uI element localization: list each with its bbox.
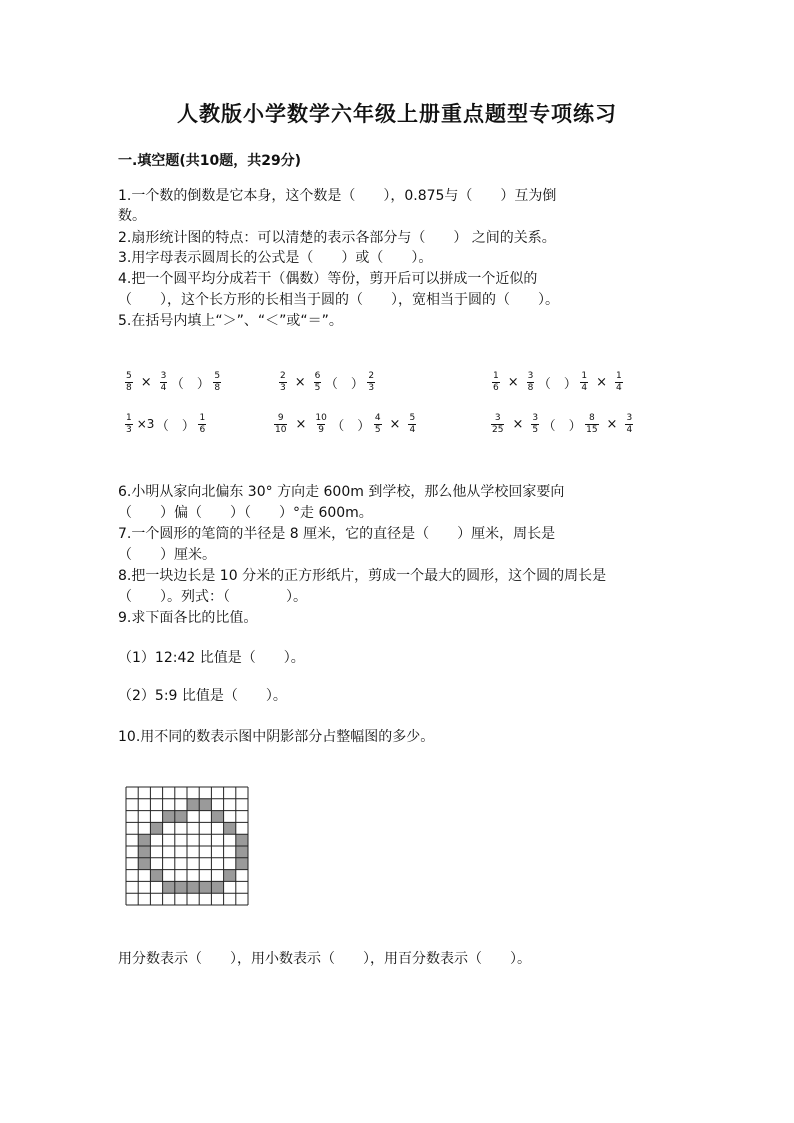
times-sign: ×	[507, 374, 519, 390]
fraction: $\frac{2}{3}$	[280, 370, 286, 393]
shaded-cell	[236, 846, 248, 858]
fraction: $\frac{1}{6}$	[493, 370, 499, 393]
question-7-line-1: 7.一个圆形的笔筒的半径是 8 厘米，它的直径是（ ）厘米，周长是	[118, 526, 556, 542]
question-7-line-2: （ ）厘米。	[118, 547, 216, 563]
comparison-row-2	[118, 404, 678, 444]
answer-blank[interactable]: （ ）	[155, 418, 195, 434]
fraction: $\frac{3}{25}$	[492, 412, 504, 435]
times-sign: ×	[140, 374, 152, 390]
question-9-part-1: （1）12:42 比值是（ ）。	[118, 650, 305, 666]
comparison-2	[276, 362, 378, 402]
shaded-cell	[150, 822, 162, 834]
fraction: $\frac{3}{8}$	[527, 370, 534, 393]
times-sign: ×	[512, 416, 524, 432]
shaded-cell	[175, 811, 187, 823]
shaded-cell	[187, 881, 199, 893]
question-6-line-1: 6.小明从家向北偏东 30° 方向走 600m 到学校，那么他从学校回家要向	[118, 484, 565, 500]
fraction: $\frac{1}{3}$	[126, 412, 132, 435]
shaded-cell	[199, 881, 211, 893]
times-sign: ×	[606, 416, 618, 432]
fraction: $\frac{5}{8}$	[214, 370, 221, 393]
shaded-cell	[224, 822, 236, 834]
times-sign: ×	[295, 416, 307, 432]
shaded-grid	[125, 786, 249, 906]
question-8-line-1: 8.把一块边长是 10 分米的正方形纸片，剪成一个最大的圆形，这个圆的周长是	[118, 568, 607, 584]
fraction: $\frac{5}{4}$	[409, 412, 416, 435]
fraction: $\frac{3}{4}$	[160, 370, 167, 393]
fraction: $\frac{4}{5}$	[374, 412, 381, 435]
fraction: $\frac{1}{4}$	[616, 370, 622, 393]
question-5: 5.在括号内填上“＞”、“＜”或“＝”。	[118, 313, 343, 329]
times-sign: ×	[389, 416, 401, 432]
fraction: $\frac{1}{6}$	[199, 412, 206, 435]
shaded-cell	[236, 858, 248, 870]
comparison-6	[488, 404, 636, 444]
comparison-5	[271, 404, 419, 444]
fraction: $\frac{9}{10}$	[275, 412, 287, 435]
question-6-line-2: （ ）偏（ ）（ ）°走 600m。	[118, 505, 373, 521]
section-heading: 一.填空题(共10题，共29分)	[118, 153, 302, 169]
question-2: 2.扇形统计图的特点：可以清楚的表示各部分与（ ） 之间的关系。	[118, 230, 556, 246]
shaded-cell	[163, 881, 175, 893]
comparison-1	[122, 362, 224, 402]
question-4-line-2: （ ），这个长方形的长相当于圆的（ ），宽相当于圆的（ ）。	[118, 292, 559, 308]
answer-blank[interactable]: （ ）	[331, 418, 371, 434]
fraction: $\frac{2}{3}$	[368, 370, 375, 393]
answer-blank[interactable]: （ ）	[324, 376, 364, 392]
shaded-cell	[199, 799, 211, 811]
shaded-cell	[187, 799, 199, 811]
answer-blank[interactable]: （ ）	[537, 376, 577, 392]
shaded-cell	[138, 858, 150, 870]
shaded-cell	[211, 881, 223, 893]
shaded-cell	[138, 834, 150, 846]
question-8-line-2: （ ）。列式：（ ）。	[118, 589, 307, 605]
times-sign: ×	[294, 374, 306, 390]
question-1-line-2: 数。	[118, 208, 146, 224]
fraction: $\frac{10}{9}$	[315, 412, 327, 435]
shaded-cell	[224, 870, 236, 882]
fraction: $\frac{6}{5}$	[314, 370, 321, 393]
question-9: 9.求下面各比的比值。	[118, 610, 258, 626]
shaded-cell	[163, 811, 175, 823]
page-title: 人教版小学数学六年级上册重点题型专项练习	[177, 101, 617, 126]
question-3: 3.用字母表示圆周长的公式是（ ）或（ ）。	[118, 250, 433, 266]
question-4-line-1: 4.把一个圆平均分成若干（偶数）等份，剪开后可以拼成一个近似的	[118, 271, 538, 287]
shaded-cell	[175, 881, 187, 893]
comparison-row-1	[118, 362, 678, 402]
comparison-3	[489, 362, 626, 402]
fraction: $\frac{3}{5}$	[532, 412, 539, 435]
question-10-answer: 用分数表示（ ），用小数表示（ ），用百分数表示（ ）。	[118, 951, 531, 967]
shaded-cell	[211, 811, 223, 823]
shaded-cell	[150, 870, 162, 882]
fraction: $\frac{8}{15}$	[586, 412, 598, 435]
answer-blank[interactable]: （ ）	[170, 376, 210, 392]
shaded-cell	[138, 846, 150, 858]
question-1-line-1: 1.一个数的倒数是它本身，这个数是（ ），0.875与（ ）互为倒	[118, 188, 557, 204]
question-10: 10.用不同的数表示图中阴影部分占整幅图的多少。	[118, 729, 435, 745]
answer-blank[interactable]: （ ）	[542, 418, 582, 434]
times-sign: ×	[596, 374, 608, 390]
fraction: $\frac{1}{4}$	[581, 370, 588, 393]
fraction: $\frac{3}{4}$	[626, 412, 633, 435]
question-9-part-2: （2）5:9 比值是（ ）。	[118, 688, 287, 704]
times-three: ×3	[136, 417, 155, 431]
fraction: $\frac{5}{8}$	[126, 370, 132, 393]
shaded-grid-figure	[125, 786, 249, 906]
shaded-cell	[236, 834, 248, 846]
comparison-4	[122, 404, 209, 444]
